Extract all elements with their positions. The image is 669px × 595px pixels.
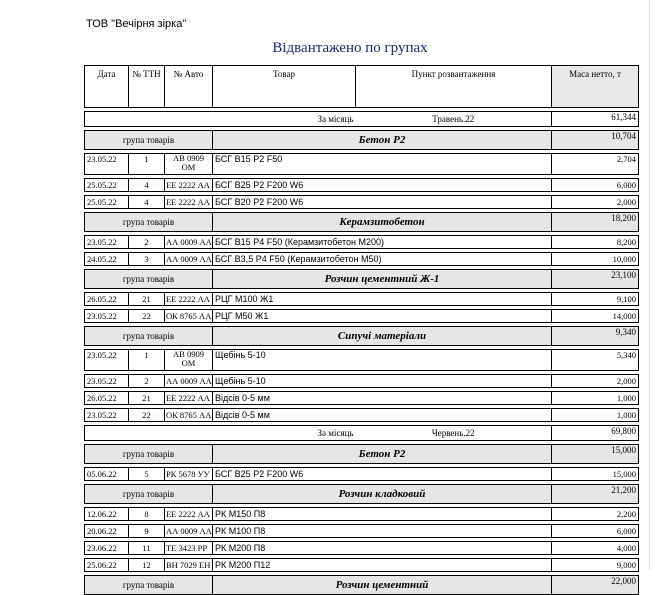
- cell-auto: АА 0009 АА: [166, 237, 212, 247]
- cell-product: БСГ В25 Р2 F200 W6: [213, 468, 552, 481]
- table-row: [85, 196, 639, 209]
- group-header-row: [85, 485, 639, 504]
- cell-product: РК М200 П12: [213, 559, 552, 572]
- group-mass: 18,200: [552, 213, 639, 232]
- header-product: Товар: [213, 66, 356, 108]
- group-name: Розчин цементний Ж-1: [213, 270, 552, 289]
- group-header-row: [85, 327, 639, 346]
- cell-date: 05.06.22: [85, 468, 129, 481]
- table-row: [85, 293, 639, 306]
- group-mass: 9,340: [552, 327, 639, 346]
- cell-ttn: 5: [129, 468, 165, 481]
- month-name: Червень.22: [356, 426, 552, 441]
- month-total-row: [85, 426, 639, 441]
- cell-date: 26.05.22: [85, 293, 129, 306]
- cell-ttn: 1: [129, 154, 165, 175]
- group-mass: 21,200: [552, 485, 639, 504]
- month-mass: 69,800: [552, 426, 639, 441]
- cell-auto: АА 0009 АА: [166, 376, 212, 386]
- cell-product: Щебінь 5-10: [213, 375, 552, 388]
- header-point: Пункт розвантаження: [356, 66, 552, 108]
- group-name: Бетон Р2: [213, 131, 552, 150]
- cell-ttn: 9: [129, 525, 165, 538]
- cell-mass: 10,000: [552, 253, 639, 266]
- cell-ttn: 21: [129, 293, 165, 306]
- cell-date: 23.05.22: [85, 236, 129, 249]
- cell-auto: РК 5678 УУ: [165, 468, 213, 481]
- cell-ttn: 11: [129, 542, 165, 555]
- group-header-row: [85, 131, 639, 150]
- cell-date: 25.06.22: [85, 559, 129, 572]
- cell-product: БСГ В15 Р4 F50 (Керамзитобетон М200): [213, 236, 552, 249]
- group-mass: 22,000: [552, 576, 639, 595]
- cell-product: РЦГ М50 Ж1: [213, 310, 552, 323]
- report-body: [85, 108, 639, 595]
- cell-product: Щебінь 5-10: [213, 350, 552, 371]
- company-name: ТОВ "Вечірня зірка": [86, 18, 187, 30]
- cell-mass: 9,000: [552, 559, 639, 572]
- cell-auto: ЕЕ 2222 АА: [165, 196, 213, 209]
- cell-ttn: 21: [129, 392, 165, 405]
- cell-product: РК М150 П8: [213, 508, 552, 521]
- group-mass: 15,000: [552, 445, 639, 464]
- cell-ttn: 4: [129, 179, 165, 192]
- group-label: група товарів: [85, 131, 213, 150]
- cell-auto: АА 0009 АА: [166, 526, 212, 536]
- cell-date: 20.06.22: [85, 525, 129, 538]
- group-name: Розчин кладковий: [213, 485, 552, 504]
- group-header-row: [85, 445, 639, 464]
- cell-date: 23.05.22: [85, 375, 129, 388]
- group-name: Сипучі матеріали: [213, 327, 552, 346]
- cell-mass: 2,000: [552, 196, 639, 209]
- cell-date: 23.05.22: [85, 350, 129, 371]
- cell-product: РК М100 П8: [213, 525, 552, 538]
- month-mass: 61,344: [552, 112, 639, 127]
- cell-product: БСГ В3,5 Р4 F50 (Керамзитобетон М50): [213, 253, 552, 266]
- group-label: група товарів: [85, 213, 213, 232]
- group-label: група товарів: [85, 576, 213, 595]
- cell-date: 26.05.22: [85, 392, 129, 405]
- group-mass: 10,704: [552, 131, 639, 150]
- cell-ttn: 12: [129, 559, 165, 572]
- group-header-row: [85, 213, 639, 232]
- group-name: Керамзитобетон: [213, 213, 552, 232]
- cell-product: РЦГ М100 Ж1: [213, 293, 552, 306]
- group-label: група товарів: [85, 485, 213, 504]
- month-name: Травень.22: [356, 112, 552, 127]
- group-label: група товарів: [85, 327, 213, 346]
- group-header-row: [85, 576, 639, 595]
- group-name: Бетон Р2: [213, 445, 552, 464]
- cell-mass: 5,340: [552, 350, 639, 371]
- cell-mass: 6,000: [552, 179, 639, 192]
- table-row: [85, 468, 639, 481]
- cell-mass: 9,100: [552, 293, 639, 306]
- table-row: [85, 310, 639, 323]
- header-mass: Маса нетто, т: [552, 66, 639, 108]
- table-row: [85, 409, 639, 422]
- month-label: За місяць: [85, 426, 356, 441]
- report-table: [84, 65, 639, 595]
- cell-product: Відсів 0-5 мм: [213, 409, 552, 422]
- cell-auto: ЕЕ 2222 АА: [165, 293, 213, 306]
- table-row: [85, 508, 639, 521]
- group-label: група товарів: [85, 445, 213, 464]
- cell-date: 25.05.22: [85, 179, 129, 192]
- cell-mass: 15,000: [552, 468, 639, 481]
- cell-auto: ОК 8765 АА: [166, 311, 212, 321]
- cell-product: БСГ В15 Р2 F50: [213, 154, 552, 175]
- cell-date: 23.05.22: [85, 310, 129, 323]
- cell-auto: АА 0009 АА: [166, 254, 212, 264]
- cell-product: РК М200 П8: [213, 542, 552, 555]
- cell-mass: 6,000: [552, 525, 639, 538]
- header-ttn: № ТТН: [129, 66, 165, 108]
- cell-date: 23.05.22: [85, 409, 129, 422]
- cell-date: 23.05.22: [85, 154, 129, 175]
- cell-auto: АВ 0909 ОМ: [165, 154, 213, 175]
- table-row: [85, 375, 639, 388]
- cell-ttn: 4: [129, 196, 165, 209]
- table-row: [85, 179, 639, 192]
- header-date: Дата: [85, 66, 129, 108]
- report-title: Відвантажено по групах: [272, 40, 428, 56]
- month-label: За місяць: [85, 112, 356, 127]
- header-auto: № Авто: [165, 66, 213, 108]
- cell-date: 25.05.22: [85, 196, 129, 209]
- page-edge-divider: [649, 0, 650, 570]
- cell-product: БСГ В20 Р2 F200 W6: [213, 196, 552, 209]
- cell-auto: ТЕ 3423 РР: [165, 542, 213, 555]
- cell-mass: 2,000: [552, 375, 639, 388]
- cell-date: 12.06.22: [85, 508, 129, 521]
- cell-date: 23.06.22: [85, 542, 129, 555]
- table-row: [85, 154, 639, 175]
- table-row: [85, 542, 639, 555]
- cell-date: 24.05.22: [85, 253, 129, 266]
- table-row: [85, 236, 639, 249]
- cell-auto: ЕЕ 2222 АА: [165, 392, 213, 405]
- cell-mass: 14,000: [552, 310, 639, 323]
- cell-auto: АВ 0909 ОМ: [165, 350, 213, 371]
- cell-product: Відсів 0-5 мм: [213, 392, 552, 405]
- cell-auto: ЕЕ 2222 АА: [165, 508, 213, 521]
- cell-mass: 2,704: [552, 154, 639, 175]
- group-label: група товарів: [85, 270, 213, 289]
- cell-mass: 2,200: [552, 508, 639, 521]
- cell-mass: 8,200: [552, 236, 639, 249]
- table-row: [85, 350, 639, 371]
- table-row: [85, 253, 639, 266]
- cell-mass: 4,000: [552, 542, 639, 555]
- table-row: [85, 525, 639, 538]
- group-header-row: [85, 270, 639, 289]
- cell-ttn: 2: [129, 375, 165, 388]
- cell-auto: ВН 7029 ЕН: [165, 559, 213, 572]
- month-total-row: [85, 112, 639, 127]
- cell-ttn: 8: [129, 508, 165, 521]
- cell-ttn: 22: [129, 409, 165, 422]
- cell-ttn: 2: [129, 236, 165, 249]
- group-mass: 23,100: [552, 270, 639, 289]
- cell-mass: 1,000: [552, 409, 639, 422]
- group-name: Розчин цементний: [213, 576, 552, 595]
- cell-product: БСГ В25 Р2 F200 W6: [213, 179, 552, 192]
- cell-ttn: 22: [129, 310, 165, 323]
- cell-mass: 1,000: [552, 392, 639, 405]
- cell-auto: ЕЕ 2222 АА: [165, 179, 213, 192]
- cell-ttn: 3: [129, 253, 165, 266]
- cell-auto: ОК 8765 АА: [166, 410, 212, 420]
- table-row: [85, 392, 639, 405]
- table-header-row: [85, 66, 639, 108]
- cell-ttn: 1: [129, 350, 165, 371]
